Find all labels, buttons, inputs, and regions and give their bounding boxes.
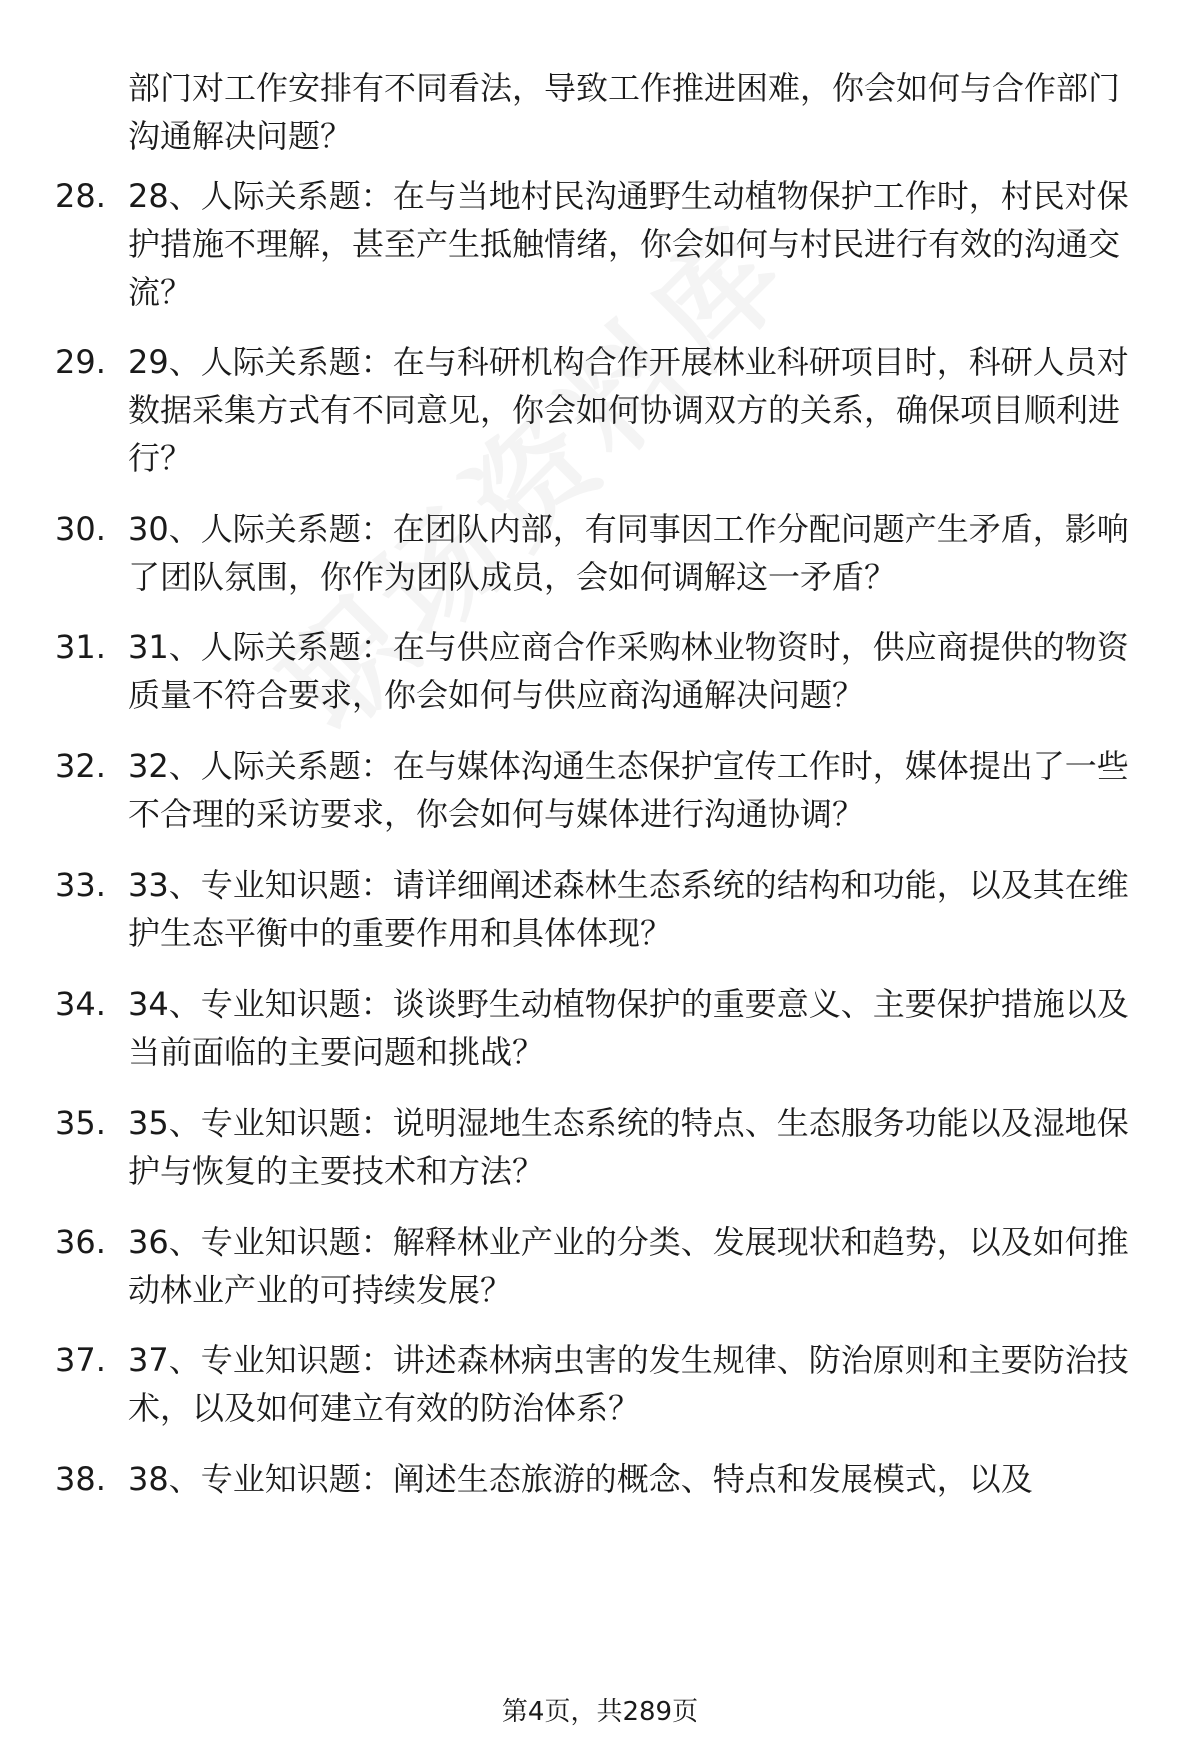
item-number: 28. xyxy=(55,177,106,215)
item-text: 38、专业知识题：阐述生态旅游的概念、特点和发展模式，以及 xyxy=(128,1460,1033,1498)
item-text: 30、人际关系题：在团队内部，有同事因工作分配问题产生矛盾，影响了团队氛围，你作为团队成员，会如何调解这一矛盾？ xyxy=(128,510,1129,596)
item-number: 34. xyxy=(55,985,106,1023)
item-number: 35. xyxy=(55,1104,106,1142)
item-text: 32、人际关系题：在与媒体沟通生态保护宣传工作时，媒体提出了一些不合理的采访要求，你会如何与媒体进行沟通协调？ xyxy=(128,747,1129,833)
item-number: 29. xyxy=(55,343,106,381)
item-text: 33、专业知识题：请详细阐述森林生态系统的结构和功能，以及其在维护生态平衡中的重要作用和具体体现？ xyxy=(128,866,1129,952)
item-text: 37、专业知识题：讲述森林病虫害的发生规律、防治原则和主要防治技术，以及如何建立有效的防治体系？ xyxy=(128,1341,1129,1427)
item-text: 34、专业知识题：谈谈野生动植物保护的重要意义、主要保护措施以及当前面临的主要问题和挑战？ xyxy=(128,985,1129,1071)
item-number: 37. xyxy=(55,1341,106,1379)
page-footer: 第4页，共289页 xyxy=(501,1697,699,1727)
item-text: 36、专业知识题：解释林业产业的分类、发展现状和趋势，以及如何推动林业产业的可持续发展？ xyxy=(128,1223,1129,1309)
item-text: 31、人际关系题：在与供应商合作采购林业物资时，供应商提供的物资质量不符合要求，你会如何与供应商沟通解决问题？ xyxy=(128,628,1129,714)
item-number: 31. xyxy=(55,628,106,666)
item-number: 36. xyxy=(55,1223,106,1261)
item-text: 28、人际关系题：在与当地村民沟通野生动植物保护工作时，村民对保护措施不理解，甚至产生抵触情绪，你会如何与村民进行有效的沟通交流？ xyxy=(128,177,1129,311)
item-text: 35、专业知识题：说明湿地生态系统的特点、生态服务功能以及湿地保护与恢复的主要技术和方法？ xyxy=(128,1104,1129,1190)
item-text: 29、人际关系题：在与科研机构合作开展林业科研项目时，科研人员对数据采集方式有不同意见，你会如何协调双方的关系，确保项目顺利进行？ xyxy=(128,343,1129,477)
item-number: 32. xyxy=(55,747,106,785)
item-number: 33. xyxy=(55,866,106,904)
continuation-text: 部门对工作安排有不同看法，导致工作推进困难，你会如何与合作部门沟通解决问题？ xyxy=(128,69,1121,155)
item-number: 38. xyxy=(55,1460,106,1498)
item-number: 30. xyxy=(55,510,106,548)
